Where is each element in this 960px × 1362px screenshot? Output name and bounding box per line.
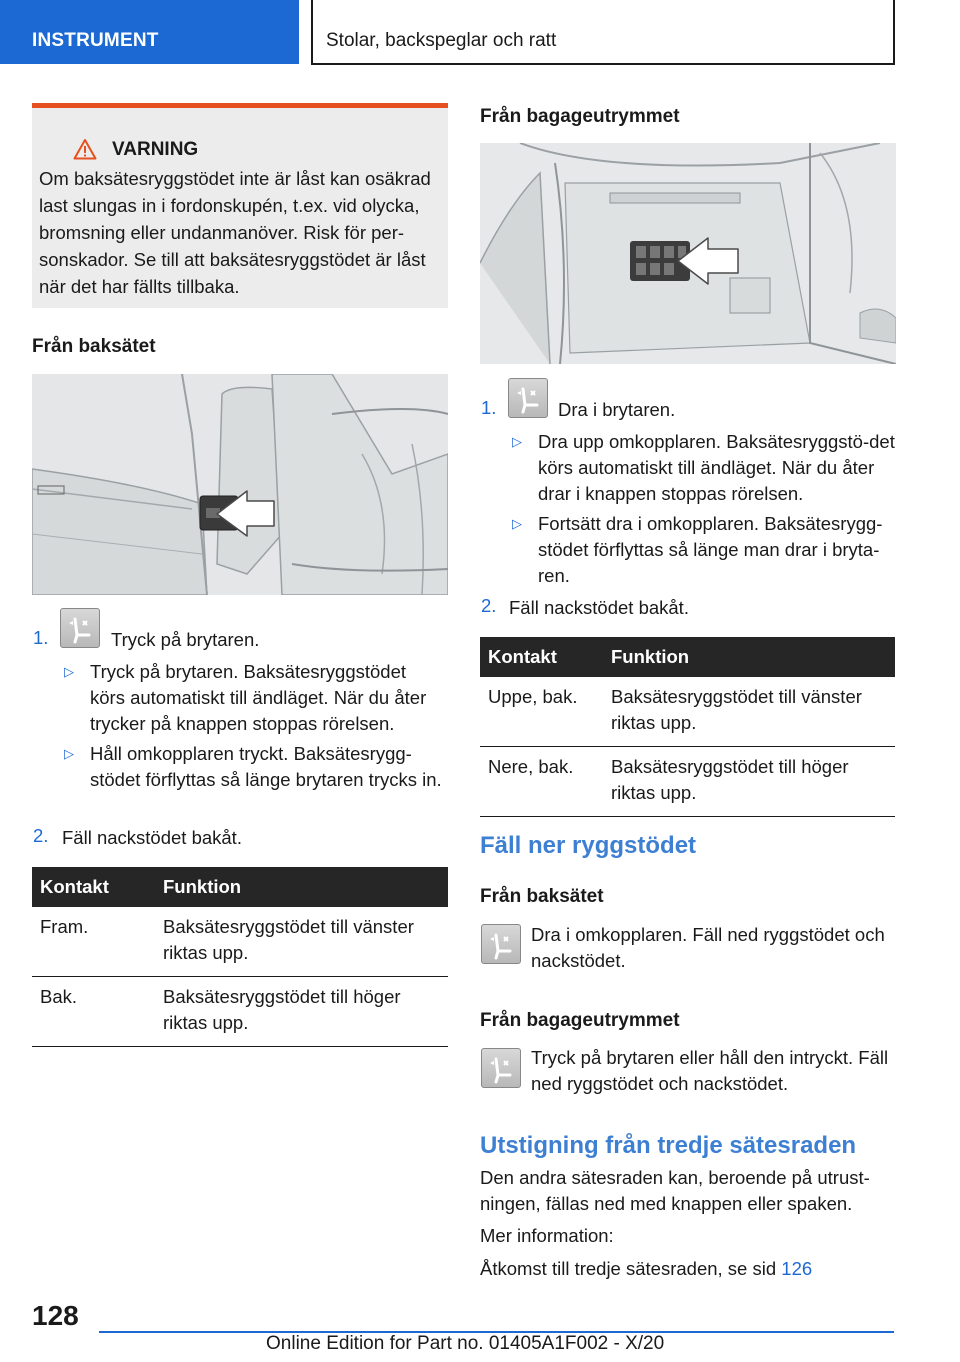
bullet-triangle-icon: ▷ xyxy=(512,516,522,531)
header-divider xyxy=(311,0,313,64)
bullet-triangle-icon: ▷ xyxy=(64,746,74,761)
warning-box xyxy=(32,103,448,308)
subheading-rear-seat: Från baksätet xyxy=(480,886,604,907)
table-cell: Baksätesryggstödet till vänster riktas upp. xyxy=(155,907,448,977)
table-header: Funktion xyxy=(155,867,448,907)
seat-fold-button-icon xyxy=(481,924,521,964)
table-cell: Nere, bak. xyxy=(480,747,603,817)
subheading-rear-seat: Från baksätet xyxy=(32,336,156,357)
table-row xyxy=(480,747,895,817)
chapter-title: Stolar, backspeglar och ratt xyxy=(326,30,557,51)
step-text: Dra i brytaren. xyxy=(558,399,676,420)
step-text: Tryck på brytaren. xyxy=(111,629,260,650)
switch-table xyxy=(32,867,448,1047)
table-cell: Baksätesryggstödet till höger riktas upp. xyxy=(155,977,448,1047)
section-label: INSTRUMENT xyxy=(32,30,159,51)
section-heading-fold: Fäll ner ryggstödet xyxy=(480,832,697,859)
section-heading-exit: Utstigning från tredje sätesraden xyxy=(480,1132,857,1159)
switch-table xyxy=(480,637,895,817)
bullet-triangle-icon: ▷ xyxy=(64,664,74,679)
seat-fold-button-icon xyxy=(481,1048,521,1088)
table-cell: Baksätesryggstödet till höger riktas upp. xyxy=(603,747,895,817)
step-number: 1. xyxy=(481,397,497,418)
step-item: Håll omkopplaren tryckt. Baksätesrygg-stödet förflyttas så länge brytaren trycks in. xyxy=(90,743,442,790)
bullet-triangle-icon: ▷ xyxy=(512,434,522,449)
page-number: 128 xyxy=(32,1300,79,1331)
table-header: Funktion xyxy=(603,637,895,677)
seat-backrest-button-icon xyxy=(60,608,100,648)
step-number: 2. xyxy=(33,825,49,846)
header-divider xyxy=(893,0,895,64)
step-number: 1. xyxy=(33,627,49,648)
instruction-text: Dra i omkopplaren. Fäll ned ryggstödet och nackstödet. xyxy=(531,924,885,971)
instruction-text: Tryck på brytaren eller håll den intryckt. Fäll ned ryggstödet och nackstödet. xyxy=(531,1047,889,1094)
table-row xyxy=(32,907,448,977)
step-text: Fäll nackstödet bakåt. xyxy=(62,827,242,848)
seat-backrest-button-icon xyxy=(508,378,548,418)
table-cell: Fram. xyxy=(32,907,155,977)
table-cell: Bak. xyxy=(32,977,155,1047)
footer-edition: Online Edition for Part no. 01405A1F002 - X/20 xyxy=(266,1333,665,1354)
step-text: Fäll nackstödet bakåt. xyxy=(509,597,689,618)
rear-seat-photo xyxy=(32,374,448,595)
table-cell: Baksätesryggstödet till vänster riktas upp. xyxy=(603,677,895,747)
subheading-luggage: Från bagageutrymmet xyxy=(480,1010,680,1031)
reference-label: Åtkomst till tredje sätesraden, se sid xyxy=(480,1258,777,1279)
table-header: Kontakt xyxy=(480,637,603,677)
table-row xyxy=(480,677,895,747)
warning-text: Om baksätesryggstödet inte är låst kan osäkrad last slungas in i fordonskupén, t.ex. vid olycka, bromsning eller undanmanöver. Risk för per-sonskador. Se till att baksätesryggstödet är låst när det har fällts tillbaka. xyxy=(39,168,431,297)
step-item: Dra upp omkopplaren. Baksätesryggstö-det körs automatiskt till ändläget. När du åter drar i knappen stoppas rörelsen. xyxy=(538,431,895,504)
header-divider xyxy=(311,63,895,65)
table-cell: Uppe, bak. xyxy=(480,677,603,747)
body-text: Mer information: xyxy=(480,1225,614,1246)
step-item: Tryck på brytaren. Baksätesryggstödet körs automatiskt till ändläget. När du åter trycker på knappen stoppas rörelsen. xyxy=(90,661,427,734)
step-number: 2. xyxy=(481,595,497,616)
step-item: Fortsätt dra i omkopplaren. Baksätesrygg-stödet förflyttas så länge man drar i bryta-ren. xyxy=(538,513,883,586)
table-row xyxy=(32,977,448,1047)
page-link[interactable]: 126 xyxy=(781,1258,813,1279)
section-tab xyxy=(0,0,299,64)
reference-text xyxy=(480,1256,812,1282)
table-header: Kontakt xyxy=(32,867,155,907)
body-text: Den andra sätesraden kan, beroende på utrust-ningen, fällas ned med knappen eller spaken. xyxy=(480,1167,870,1214)
warning-triangle-icon xyxy=(73,138,97,160)
luggage-compartment-photo xyxy=(480,143,896,364)
warning-title: VARNING xyxy=(112,139,199,160)
subheading-luggage: Från bagageutrymmet xyxy=(480,106,680,127)
